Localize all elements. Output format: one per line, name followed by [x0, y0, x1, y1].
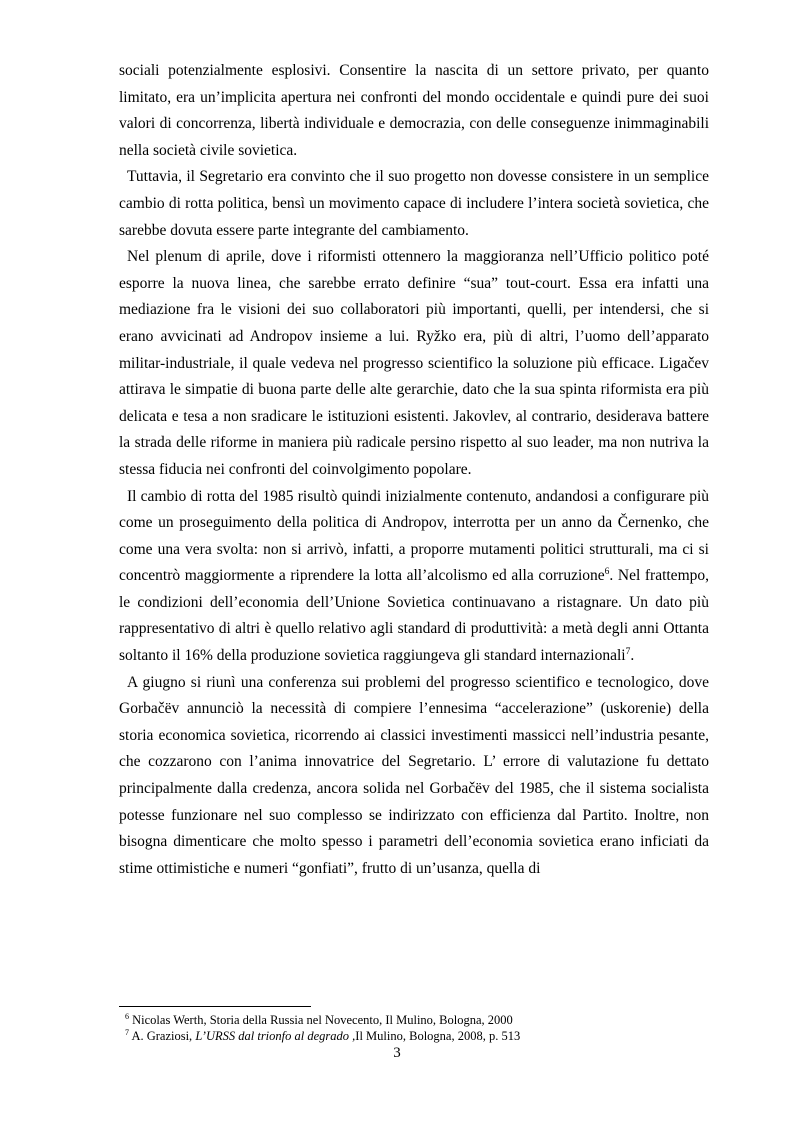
- footnote-ref-7[interactable]: 7: [625, 647, 631, 658]
- paragraph-4-part-c: .: [630, 647, 635, 665]
- footnote-6: [119, 1012, 709, 1028]
- footnote-text: Nicolas Werth, Storia della Russia nel Novecento, Il Mulino, Bologna, 2000: [132, 1013, 513, 1027]
- footnote-number: 6: [125, 1012, 129, 1021]
- footnotes: [119, 1012, 709, 1044]
- paragraph-4-part-a: Il cambio di rotta del 1985 risultò quindi inizialmente contenuto, andandosi a configurare più come un proseguimento della politica di Andropov, interrotta per un anno da Černenko, che come una vera svolta: non si arrivò, infatti, a proporre mutamenti politici strutturali, ma ci si concentrò maggiormente a riprendere la lotta all’alcolismo ed alla corruzione: [119, 487, 709, 585]
- page-body: [119, 58, 709, 882]
- paragraph-2: Tuttavia, il Segretario era convinto che il suo progetto non dovesse consistere in un semplice cambio di rotta politica, bensì un movimento capace di includere l’intera società sovietica, che sarebbe dovuta essere parte integrante del cambiamento.: [119, 168, 709, 239]
- footnote-separator: [119, 1006, 311, 1007]
- paragraph-5: A giugno si riunì una conferenza sui problemi del progresso scientifico e tecnologico, dove Gorbačëv annunciò la necessità di compiere l’ennesima “accelerazione” (uskorenie) della storia economica sovietica, ricorrendo ai classici investimenti massicci nell’industria pesante, che cozzarono con l’anima innovatrice del Segretario. L’ errore di valutazione fu dettato principalmente dalla credenza, ancora solida nel Gorbačëv del 1985, che il sistema socialista potesse funzionare nel suo complesso se indirizzato con efficienza dal Partito. Inoltre, non bisogna dimenticare che molto spesso i parametri dell’economia sovietica erano inficiati da stime ottimistiche e numeri “gonfiati”, frutto di un’usanza, quella di: [119, 673, 709, 877]
- paragraph-1: sociali potenzialmente esplosivi. Consentire la nascita di un settore privato, per quanto limitato, era un’implicita apertura nei confronti del mondo occidentale e quindi pure dei suoi valori di concorrenza, libertà individuale e democrazia, con delle conseguenze inimmaginabili nella società civile sovietica.: [119, 62, 709, 159]
- footnote-ref-6[interactable]: 6: [604, 567, 610, 578]
- footnote-7: [119, 1028, 709, 1044]
- footnote-title: L’URSS dal trionfo al degrado ,: [195, 1029, 356, 1043]
- footnote-publisher: Il Mulino, Bologna, 2008, p. 513: [355, 1029, 521, 1043]
- footnote-number: 7: [125, 1028, 129, 1037]
- paragraph-3: Nel plenum di aprile, dove i riformisti ottennero la maggioranza nell’Ufficio politico poté esporre la nuova linea, che sarebbe errato definire “sua” tout-court. Essa era infatti una mediazione fra le visioni dei suo collaboratori più importanti, quelli, per intendersi, che si erano avvicinati ad Andropov insieme a lui. Ryžko era, più di altri, l’uomo dell’apparato militar-industriale, il quale vedeva nel progresso scientifico la soluzione più efficace. Ligačev attirava le simpatie di buona parte delle alte gerarchie, dato che la sua spinta riformista era più delicata e tesa a non sradicare le istituzioni esistenti. Jakovlev, al contrario, desiderava battere la strada delle riforme in maniera più radicale persino rispetto al suo leader, ma non nutriva la stessa fiducia nei confronti del coinvolgimento popolare.: [119, 248, 709, 478]
- footnote-author: A. Graziosi,: [131, 1029, 196, 1043]
- paragraph-4: [119, 484, 709, 670]
- page-number: 3: [393, 1045, 401, 1061]
- paragraph-4-part-b: . Nel frattempo, le condizioni dell’economia dell’Unione Sovietica continuavano a ristagnare. Un dato più rappresentativo di altri è quello relativo agli standard di produttività: a metà degli anni Ottanta soltanto il 16% della produzione sovietica raggiungeva gli standard internazionali: [119, 567, 709, 665]
